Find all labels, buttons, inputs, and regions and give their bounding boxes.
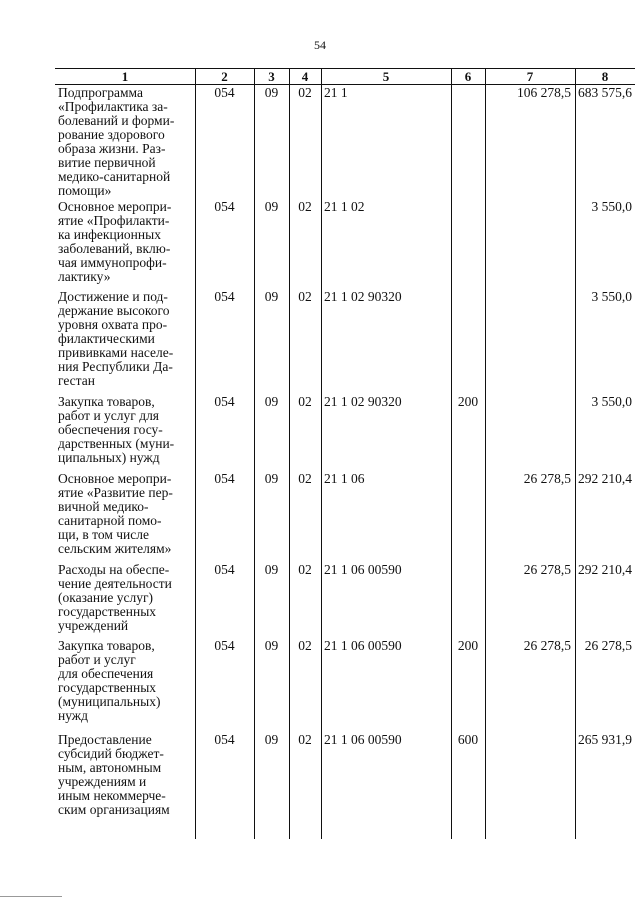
target-article-code: 21 1 02 bbox=[324, 199, 365, 214]
section-code: 09 bbox=[264, 394, 279, 409]
row-description: Основное меропри- ятие «Развитие пер- вичной медико- санитарной помо- щи, в том числе сельским жителям» bbox=[58, 471, 173, 556]
subsection-code: 02 bbox=[298, 562, 312, 577]
section-code: 09 bbox=[264, 562, 279, 577]
row-description: Основное меропри- ятие «Профилакти- ка инфекционных заболеваний, вклю- чая иммунопрофи- лактику» bbox=[58, 199, 172, 284]
column-divider bbox=[195, 69, 196, 839]
section-code: 09 bbox=[264, 638, 279, 653]
page-number: 54 bbox=[314, 38, 326, 52]
column-divider bbox=[485, 69, 486, 839]
subsection-code: 02 bbox=[298, 199, 312, 214]
table-header-row bbox=[55, 69, 635, 85]
expense-type-code: 200 bbox=[457, 394, 479, 409]
target-article-code: 21 1 bbox=[324, 85, 348, 100]
ministry-code: 054 bbox=[214, 732, 235, 747]
ministry-code: 054 bbox=[214, 562, 235, 577]
target-article-code: 21 1 06 00590 bbox=[324, 732, 402, 747]
header-cell: 7 bbox=[526, 69, 534, 84]
row-description: Закупка товаров, работ и услуг для обеспечения госу- дарственных (муни- ципальных) нужд bbox=[58, 394, 175, 465]
section-code: 09 bbox=[264, 732, 279, 747]
amount-column-8: 292 210,4 bbox=[578, 562, 632, 577]
amount-column-8: 3 550,0 bbox=[591, 289, 632, 304]
amount-column-8: 265 931,9 bbox=[578, 732, 632, 747]
amount-column-7: 26 278,5 bbox=[523, 471, 571, 486]
header-cell: 2 bbox=[221, 69, 228, 84]
amount-column-7: 26 278,5 bbox=[523, 638, 571, 653]
amount-column-8: 292 210,4 bbox=[578, 471, 632, 486]
subsection-code: 02 bbox=[298, 85, 312, 100]
header-cell: 6 bbox=[464, 69, 472, 84]
row-description: Закупка товаров, работ и услуг для обеспечения государственных (муниципальных) нужд bbox=[58, 638, 161, 723]
row-description: Достижение и под- держание высокого уровня охвата про- филактическими прививками населе- ния Республики Да- гестан bbox=[58, 289, 174, 388]
amount-column-7: 26 278,5 bbox=[523, 562, 571, 577]
amount-column-7: 106 278,5 bbox=[517, 85, 571, 100]
budget-table bbox=[55, 68, 635, 839]
column-divider bbox=[451, 69, 452, 839]
page-edge-rule bbox=[0, 896, 62, 897]
expense-type-code: 600 bbox=[457, 732, 479, 747]
target-article-code: 21 1 02 90320 bbox=[324, 289, 402, 304]
subsection-code: 02 bbox=[298, 289, 312, 304]
target-article-code: 21 1 06 bbox=[324, 471, 365, 486]
subsection-code: 02 bbox=[298, 638, 312, 653]
target-article-code: 21 1 06 00590 bbox=[324, 638, 402, 653]
section-code: 09 bbox=[264, 199, 279, 214]
section-code: 09 bbox=[264, 471, 279, 486]
column-divider bbox=[321, 69, 322, 839]
amount-column-8: 683 575,6 bbox=[578, 85, 632, 100]
section-code: 09 bbox=[264, 85, 279, 100]
header-cell: 3 bbox=[268, 69, 275, 84]
header-cell: 8 bbox=[601, 69, 609, 84]
subsection-code: 02 bbox=[298, 394, 312, 409]
expense-type-code: 200 bbox=[457, 638, 479, 653]
ministry-code: 054 bbox=[214, 638, 235, 653]
column-divider bbox=[289, 69, 290, 839]
target-article-code: 21 1 06 00590 bbox=[324, 562, 402, 577]
subsection-code: 02 bbox=[298, 471, 312, 486]
column-divider bbox=[254, 69, 255, 839]
ministry-code: 054 bbox=[214, 85, 235, 100]
row-description: Подпрограмма «Профилактика за- болеваний и форми- рование здорового образа жизни. Раз- витие первичной медико-санитарной помощи» bbox=[58, 85, 175, 198]
amount-column-8: 3 550,0 bbox=[591, 394, 632, 409]
header-cell: 1 bbox=[121, 69, 129, 84]
column-divider bbox=[575, 69, 576, 839]
header-cell: 4 bbox=[301, 69, 309, 84]
subsection-code: 02 bbox=[298, 732, 312, 747]
row-description: Предоставление субсидий бюджет- ным, автономным учреждениям и иным некоммерче- ским организациям bbox=[58, 732, 170, 817]
target-article-code: 21 1 02 90320 bbox=[324, 394, 402, 409]
amount-column-8: 26 278,5 bbox=[584, 638, 632, 653]
amount-column-8: 3 550,0 bbox=[591, 199, 632, 214]
section-code: 09 bbox=[264, 289, 279, 304]
header-cell: 5 bbox=[382, 69, 390, 84]
ministry-code: 054 bbox=[214, 289, 235, 304]
row-description: Расходы на обеспе- чение деятельности (оказание услуг) государственных учреждений bbox=[58, 562, 172, 633]
ministry-code: 054 bbox=[214, 199, 235, 214]
ministry-code: 054 bbox=[214, 394, 235, 409]
ministry-code: 054 bbox=[214, 471, 235, 486]
